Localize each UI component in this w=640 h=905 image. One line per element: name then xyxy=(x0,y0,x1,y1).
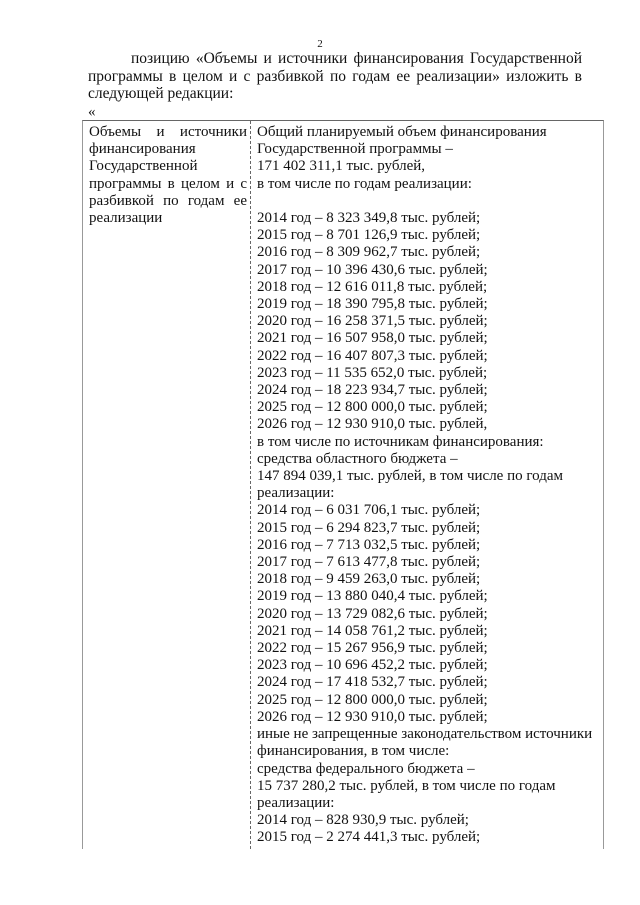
column-divider xyxy=(250,121,251,849)
financing-line: 2017 год – 7 613 477,8 тыс. рублей; xyxy=(257,554,481,571)
financing-line: 2014 год – 6 031 706,1 тыс. рублей; xyxy=(257,502,481,519)
financing-line: 2020 год – 16 258 371,5 тыс. рублей; xyxy=(257,313,488,330)
page-number: 2 xyxy=(317,38,323,50)
financing-line: 2026 год – 12 930 910,0 тыс. рублей; xyxy=(257,708,488,725)
financing-line: 2026 год – 12 930 910,0 тыс. рублей, xyxy=(257,416,488,433)
opening-quote-mark: « xyxy=(88,104,96,120)
intro-text: позицию «Объемы и источники финансирования Государственной программы в целом и с разбивкой по годам ее реализации» изложить в следующей редакции: xyxy=(88,50,582,102)
financing-line: 2014 год – 828 930,9 тыс. рублей; xyxy=(257,812,469,829)
financing-line: Государственной программы – xyxy=(257,141,453,158)
financing-line: 2023 год – 10 696 452,2 тыс. рублей; xyxy=(257,657,488,674)
financing-line: 2018 год – 12 616 011,8 тыс. рублей; xyxy=(257,278,488,295)
financing-line: 15 737 280,2 тыс. рублей, в том числе по годам xyxy=(257,777,556,794)
financing-line: 2015 год – 8 701 126,9 тыс. рублей; xyxy=(257,227,481,244)
financing-line: 2021 год – 14 058 761,2 тыс. рублей; xyxy=(257,622,488,639)
financing-line: иные не запрещенные законодательством источники xyxy=(257,726,593,743)
financing-line: 2022 год – 15 267 956,9 тыс. рублей; xyxy=(257,640,488,657)
financing-line: 2017 год – 10 396 430,6 тыс. рублей; xyxy=(257,261,488,278)
financing-line: 2019 год – 13 880 040,4 тыс. рублей; xyxy=(257,588,488,605)
financing-line: 2025 год – 12 800 000,0 тыс. рублей; xyxy=(257,691,488,708)
financing-line: 171 402 311,1 тыс. рублей, xyxy=(257,158,426,175)
table-right-cell xyxy=(257,124,601,847)
financing-line: 2015 год – 6 294 823,7 тыс. рублей; xyxy=(257,519,481,536)
table-left-cell: Объемы и источники финансирования Государственной программы в целом и с разбивкой по годам ее реализации xyxy=(89,124,247,227)
financing-line: 2019 год – 18 390 795,8 тыс. рублей; xyxy=(257,296,488,313)
intro-paragraph xyxy=(88,50,582,103)
financing-line: реализации: xyxy=(257,485,335,502)
financing-line: 147 894 039,1 тыс. рублей, в том числе по годам xyxy=(257,468,563,485)
financing-line xyxy=(257,193,601,210)
financing-line: 2024 год – 17 418 532,7 тыс. рублей; xyxy=(257,674,488,691)
financing-line: 2020 год – 13 729 082,6 тыс. рублей; xyxy=(257,605,488,622)
financing-line: 2025 год – 12 800 000,0 тыс. рублей; xyxy=(257,399,488,416)
financing-line: 2021 год – 16 507 958,0 тыс. рублей; xyxy=(257,330,488,347)
financing-line: 2016 год – 7 713 032,5 тыс. рублей; xyxy=(257,536,481,553)
financing-line: в том числе по источникам финансирования: xyxy=(257,433,544,450)
financing-line: средства федерального бюджета – xyxy=(257,760,475,777)
financing-line: 2015 год – 2 274 441,3 тыс. рублей; xyxy=(257,829,481,846)
financing-line: в том числе по годам реализации: xyxy=(257,175,472,192)
financing-line: 2016 год – 8 309 962,7 тыс. рублей; xyxy=(257,244,481,261)
financing-line: реализации: xyxy=(257,794,335,811)
financing-line: средства областного бюджета – xyxy=(257,450,458,467)
financing-line: 2014 год – 8 323 349,8 тыс. рублей; xyxy=(257,210,481,226)
financing-line: 2023 год – 11 535 652,0 тыс. рублей; xyxy=(257,364,488,381)
financing-line: 2018 год – 9 459 263,0 тыс. рублей; xyxy=(257,571,481,588)
financing-line: 2024 год – 18 223 934,7 тыс. рублей; xyxy=(257,382,488,399)
financing-table xyxy=(82,120,604,849)
financing-line: Общий планируемый объем финансирования xyxy=(257,124,547,140)
financing-line: 2022 год – 16 407 807,3 тыс. рублей; xyxy=(257,347,488,364)
financing-line: финансирования, в том числе: xyxy=(257,743,450,760)
